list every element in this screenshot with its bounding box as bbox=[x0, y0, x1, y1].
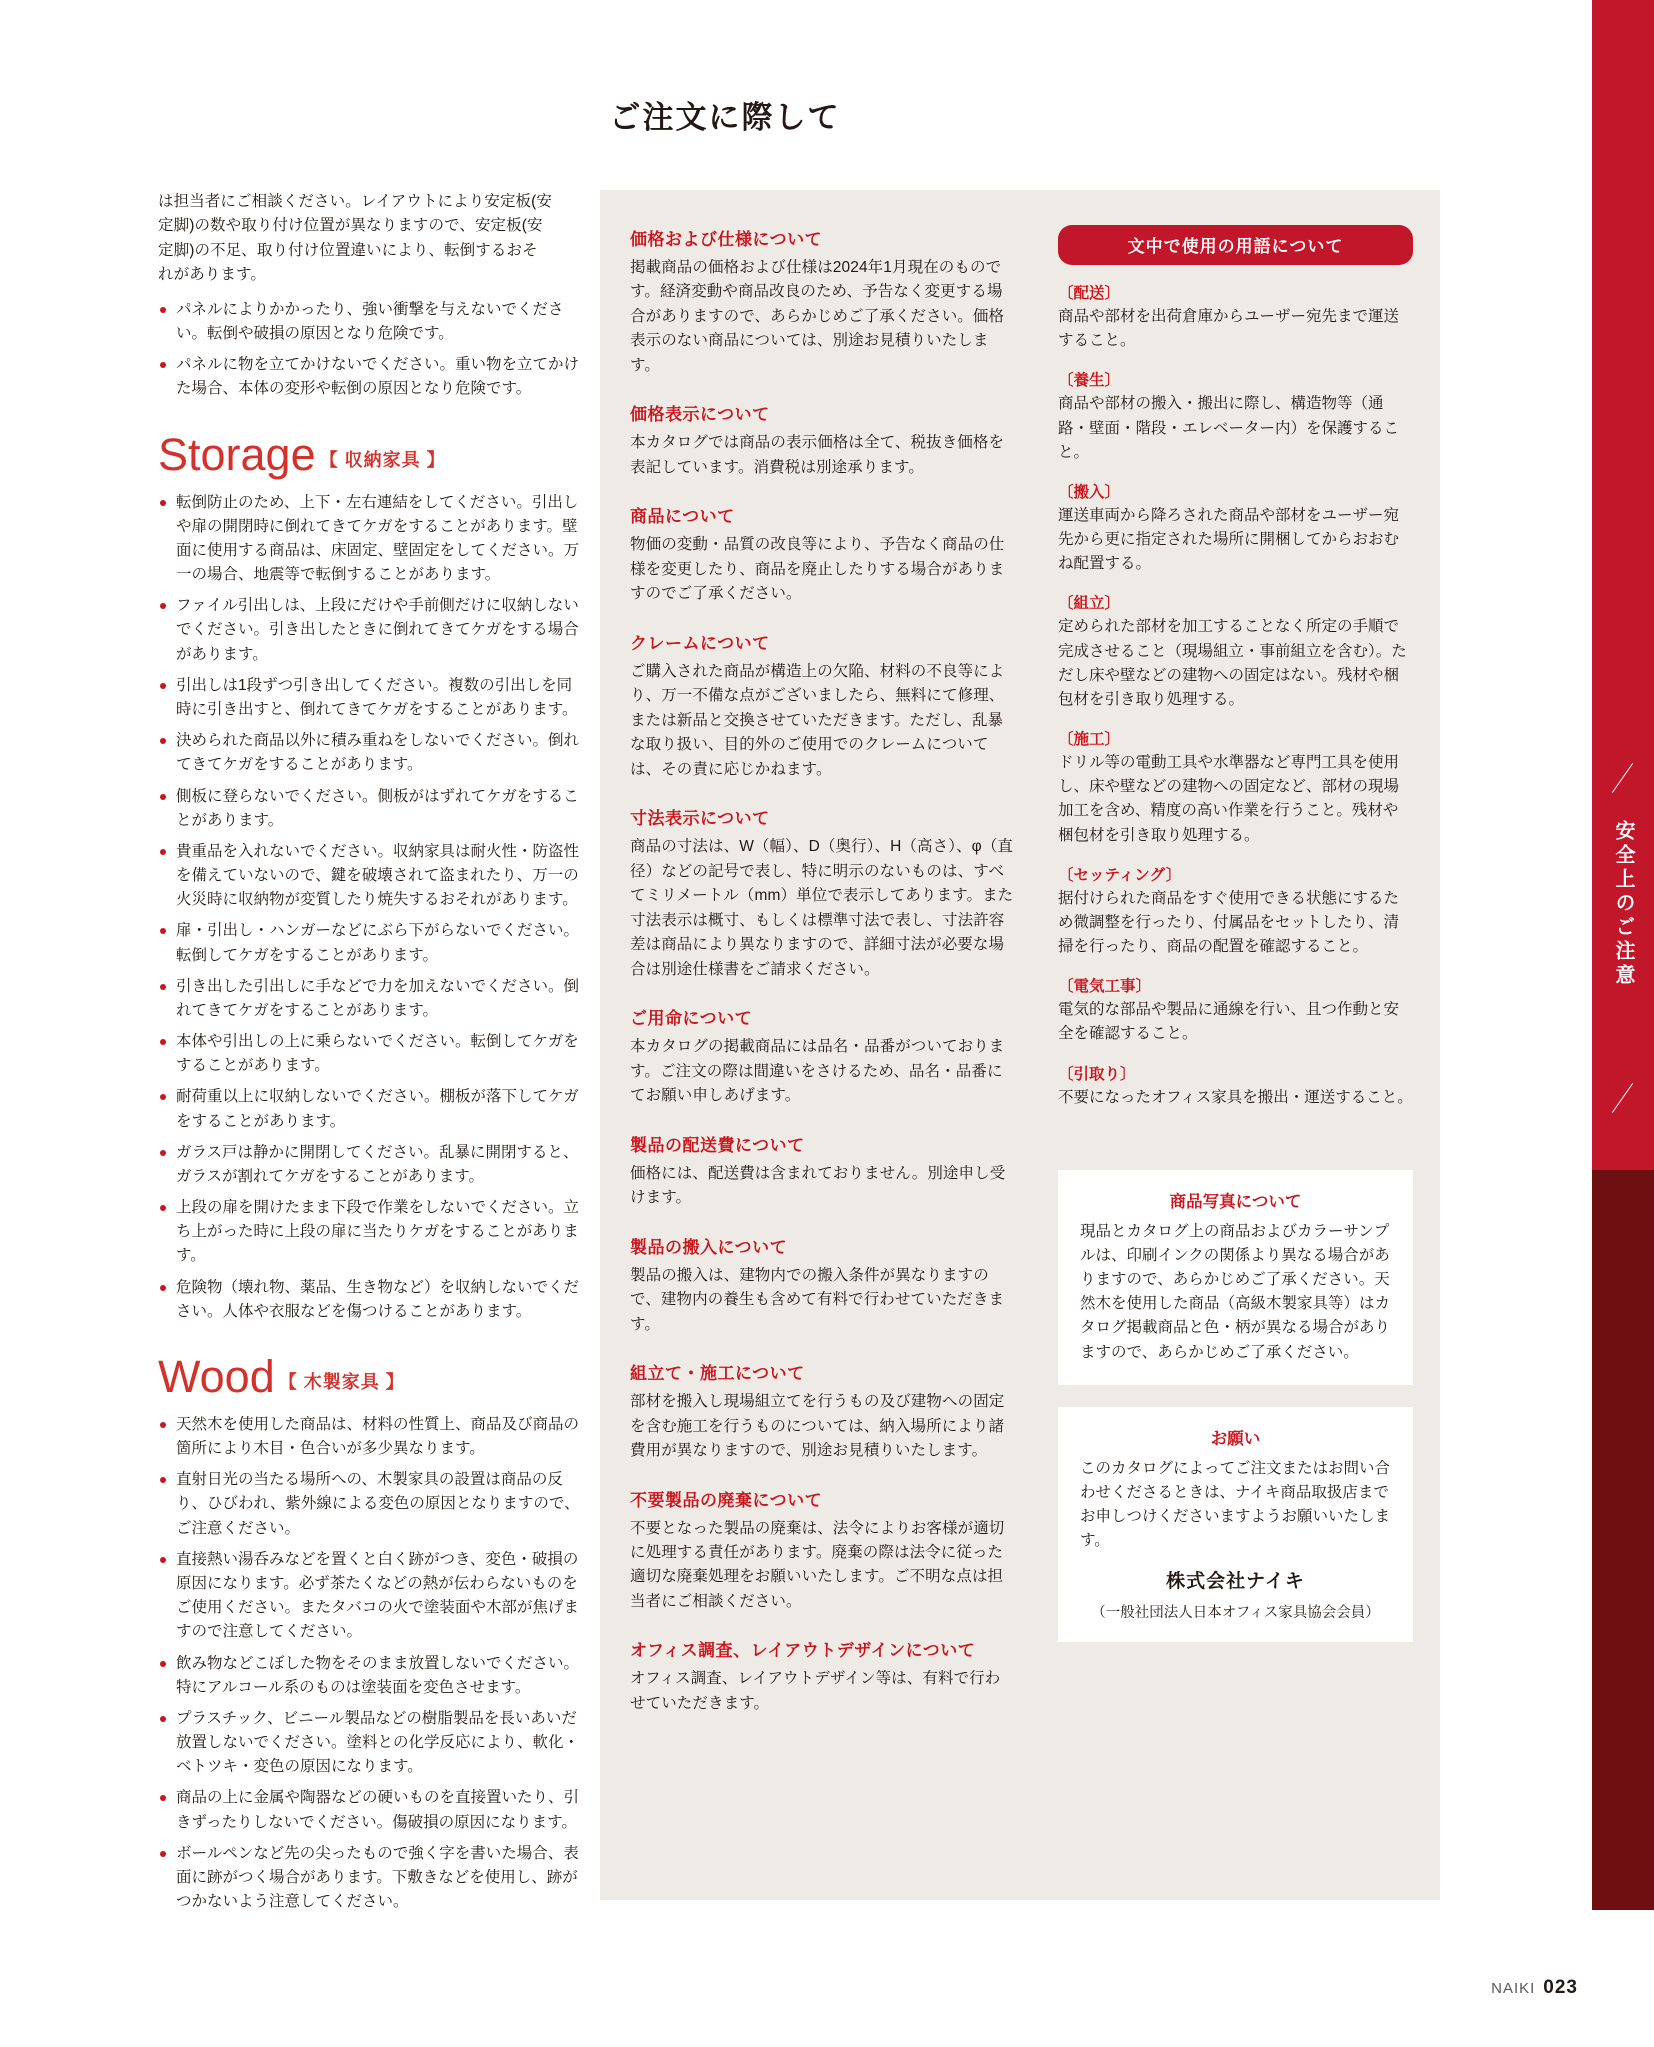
wood-heading bbox=[158, 1350, 583, 1402]
term-name: 〔組立〕 bbox=[1058, 595, 1121, 613]
edge-tab-label: 安全上のご注意 bbox=[1612, 820, 1634, 988]
list-item: 耐荷重以上に収納しないでください。棚板が落下してケガをすることがあります。 bbox=[158, 1085, 583, 1133]
list-item: 危険物（壊れ物、薬品、生き物など）を収納しないでください。人体や衣服などを傷つけることがあります。 bbox=[158, 1276, 583, 1324]
section-heading: オフィス調査、レイアウトデザインについて bbox=[630, 1641, 976, 1661]
list-item: 貴重品を入れないでください。収納家具は耐火性・防盗性を備えていないので、鍵を破壊されて盗まれたり、万一の火災時に収納物が変質したり焼失するおそれがあります。 bbox=[158, 840, 583, 913]
section-heading: 製品の配送費について bbox=[630, 1135, 805, 1155]
list-item: 決められた商品以外に積み重ねをしないでください。倒れてきてケガをすることがあります。 bbox=[158, 729, 583, 777]
box-title: 商品写真について bbox=[1169, 1192, 1302, 1211]
list-item: ファイル引出しは、上段にだけや手前側だけに収納しないでください。引き出したときに倒れてきてケガをする場合があります。 bbox=[158, 594, 583, 667]
section-assembly bbox=[630, 1359, 1015, 1463]
section-price-display bbox=[630, 400, 1015, 480]
right-edge-bar-bottom bbox=[1592, 1170, 1654, 1910]
term-description: 不要になったオフィス家具を搬出・運送すること。 bbox=[1058, 1088, 1413, 1106]
list-item: 飲み物などこぼした物をそのまま放置しないでください。特にアルコール系のものは塗装面を変色させます。 bbox=[158, 1652, 583, 1700]
term-carry-in bbox=[1058, 480, 1413, 577]
section-delivery-fee bbox=[630, 1131, 1015, 1211]
edge-slash-top-icon bbox=[1610, 760, 1636, 794]
page-footer bbox=[1491, 1977, 1578, 1999]
section-disposal bbox=[630, 1486, 1015, 1615]
section-heading: 組立て・施工について bbox=[630, 1364, 805, 1384]
list-item: 扉・引出し・ハンガーなどにぶら下がらないでください。転倒してケガをすることがあります。 bbox=[158, 919, 583, 967]
box-body: 現品とカタログ上の商品およびカラーサンプルは、印刷インクの関係より異なる場合がありますので、あらかじめご了承ください。天然木を使用した商品（高級木製家具等）はカタログ掲載商品と色・柄が異なる場合がありますので、あらかじめご了承ください。 bbox=[1080, 1222, 1391, 1361]
box-title: お願い bbox=[1210, 1429, 1261, 1448]
storage-heading bbox=[158, 428, 583, 480]
box-body: このカタログによってご注文またはお問い合わせくださるときは、ナイキ商品取扱店までお申しつけくださいますようお願いいたします。 bbox=[1080, 1459, 1391, 1550]
term-name: 〔施工〕 bbox=[1058, 731, 1121, 749]
list-item: パネルに物を立てかけないでください。重い物を立てかけた場合、本体の変形や転倒の原因となり危険です。 bbox=[158, 353, 583, 401]
list-item: プラスチック、ビニール製品などの樹脂製品を長いあいだ放置しないでください。塗料との化学反応により、軟化・ベトツキ・変色の原因になります。 bbox=[158, 1707, 583, 1780]
list-item: 引き出した引出しに手などで力を加えないでください。倒れてきてケガをすることがあります。 bbox=[158, 975, 583, 1023]
term-name: 〔電気工事〕 bbox=[1058, 978, 1152, 996]
section-body: 掲載商品の価格および仕様は2024年1月現在のものです。経済変動や商品改良のため、予告なく変更する場合がありますので、あらかじめご了承ください。価格表示のない商品については、別途お見積りいたします。 bbox=[630, 259, 1005, 374]
list-item: 商品の上に金属や陶器などの硬いものを直接置いたり、引きずったりしないでください。傷破損の原因になります。 bbox=[158, 1786, 583, 1834]
storage-heading-en: Storage bbox=[158, 428, 316, 480]
company-name: 株式会社ナイキ bbox=[1166, 1570, 1305, 1592]
product-photo-box bbox=[1058, 1170, 1413, 1385]
section-body: 本カタログの掲載商品には品名・品番がついております。ご注文の際は間違いをさけるため、品名・品番にてお願い申しあげます。 bbox=[630, 1038, 1005, 1105]
section-body: ご購入された商品が構造上の欠陥、材料の不良等により、万一不備な点がございましたら、無料にて修理、または新品と交換させていただきます。ただし、乱暴な取り扱い、目的外のご使用でのクレームについては、その責に応じかねます。 bbox=[630, 662, 1005, 778]
intro-line: 定脚)の数や取り付け位置が異なりますので、安定板(安 bbox=[158, 217, 543, 235]
wood-heading-en: Wood bbox=[158, 1350, 275, 1402]
section-heading: 製品の搬入について bbox=[630, 1237, 788, 1257]
left-column bbox=[158, 190, 583, 1921]
term-protection bbox=[1058, 368, 1413, 465]
term-setting bbox=[1058, 863, 1413, 960]
term-delivery bbox=[1058, 281, 1413, 353]
term-description: ドリル等の電動工具や水準器など専門工具を使用し、床や壁などの建物への固定など、部材の現場加工を含め、精度の高い作業を行うこと。残材や梱包材を引き取り処理する。 bbox=[1058, 754, 1400, 844]
section-heading: 寸法表示について bbox=[630, 809, 770, 829]
section-body: 物価の変動・品質の改良等により、予告なく商品の仕様を変更したり、商品を廃止したりする場合がありますのでご了承ください。 bbox=[630, 536, 1005, 603]
section-heading: 価格表示について bbox=[630, 405, 770, 425]
request-box bbox=[1058, 1407, 1413, 1642]
section-body: 商品の寸法は、W（幅）、D（奥行）、H（高さ）、φ（直径）などの記号で表し、特に明示のないものは、すべてミリメートル（mm）単位で表示してあります。また寸法表示は概寸、もしくは標準寸法で表し、寸法許容差は商品により異なりますので、詳細寸法が必要な場合は別途仕様書をご請求ください。 bbox=[630, 838, 1014, 978]
wood-heading-jp: 【 木製家具 】 bbox=[278, 1371, 405, 1392]
association-note: （一般社団法人日本オフィス家具協会会員） bbox=[1091, 1604, 1380, 1621]
term-description: 商品や部材の搬入・搬出に際し、構造物等（通路・壁面・階段・エレベーター内）を保護すること。 bbox=[1058, 395, 1400, 461]
storage-heading-jp: 【 収納家具 】 bbox=[319, 449, 446, 470]
list-item: 引出しは1段ずつ引き出してください。複数の引出しを同時に引き出すと、倒れてきてケガをすることがあります。 bbox=[158, 674, 583, 722]
term-removal bbox=[1058, 1062, 1413, 1110]
list-item: 側板に登らないでください。側板がはずれてケガをすることがあります。 bbox=[158, 785, 583, 833]
right-edge-bar-top bbox=[1592, 0, 1654, 1170]
section-heading: クレームについて bbox=[630, 633, 770, 653]
list-item: 上段の扉を開けたまま下段で作業をしないでください。立ち上がった時に上段の扉に当たりケガをすることがあります。 bbox=[158, 1196, 583, 1269]
intro-bullet-list bbox=[158, 298, 583, 402]
list-item: 転倒防止のため、上下・左右連結をしてください。引出しや扉の開閉時に倒れてきてケガをすることがあります。壁面に使用する商品は、床固定、壁固定をしてください。万一の場合、地震等で転倒することがあります。 bbox=[158, 491, 583, 588]
storage-bullet-list bbox=[158, 491, 583, 1324]
section-carry-in bbox=[630, 1233, 1015, 1337]
section-body: 価格には、配送費は含まれておりません。別途申し受けます。 bbox=[630, 1164, 1006, 1207]
footer-brand: NAIKI bbox=[1491, 1980, 1536, 1997]
term-name: 〔配送〕 bbox=[1058, 285, 1121, 302]
terminology-banner: 文中で使用の用語について bbox=[1058, 225, 1413, 265]
list-item: パネルによりかかったり、強い衝撃を与えないでください。転倒や破損の原因となり危険です。 bbox=[158, 298, 583, 346]
intro-line: 定脚)の不足、取り付け位置違いにより、転倒するおそ bbox=[158, 241, 538, 259]
middle-column bbox=[630, 225, 1015, 1738]
section-heading: ご用命について bbox=[630, 1009, 753, 1029]
section-ordering bbox=[630, 1004, 1015, 1108]
section-heading: 商品について bbox=[630, 507, 735, 527]
term-name: 〔養生〕 bbox=[1058, 372, 1121, 390]
intro-paragraph bbox=[158, 190, 583, 288]
section-office-survey bbox=[630, 1636, 1015, 1716]
list-item: 天然木を使用した商品は、材料の性質上、商品及び商品の箇所により木目・色合いが多少異なります。 bbox=[158, 1413, 583, 1461]
list-item: ガラス戸は静かに開閉してください。乱暴に開閉すると、ガラスが割れてケガをすることがあります。 bbox=[158, 1141, 583, 1189]
intro-line: れがあります。 bbox=[158, 266, 266, 284]
list-item: 直射日光の当たる場所への、木製家具の設置は商品の反り、ひびわれ、紫外線による変色の原因となりますので、ご注意ください。 bbox=[158, 1468, 583, 1541]
section-body: 部材を搬入し現場組立てを行うもの及び建物への固定を含む施工を行うものについては、納入場所により諸費用が異なりますので、別途お見積りいたします。 bbox=[630, 1393, 1005, 1460]
term-construction bbox=[1058, 727, 1413, 848]
edge-slash-bottom-icon bbox=[1610, 1080, 1636, 1114]
right-column bbox=[1058, 225, 1413, 1642]
section-dimensions bbox=[630, 804, 1015, 982]
term-name: 〔引取り〕 bbox=[1058, 1065, 1136, 1083]
section-body: オフィス調査、レイアウトデザイン等は、有料で行わせていただきます。 bbox=[630, 1670, 1001, 1712]
term-description: 定められた部材を加工することなく所定の手順で完成させること（現場組立・事前組立を含む）。ただし床や壁などの建物への固定はない。残材や梱包材を引き取り処理する。 bbox=[1058, 618, 1407, 708]
section-products bbox=[630, 502, 1015, 606]
wood-bullet-list bbox=[158, 1413, 583, 1914]
intro-line: は担当者にご相談ください。レイアウトにより安定板(安 bbox=[158, 193, 553, 210]
section-heading: 不要製品の廃棄について bbox=[630, 1490, 823, 1510]
term-electrical bbox=[1058, 974, 1413, 1046]
term-description: 据付けられた商品をすぐ使用できる状態にするため微調整を行ったり、付属品をセットしたり、清掃を行ったり、商品の配置を確認すること。 bbox=[1058, 889, 1400, 956]
list-item: 直接熱い湯呑みなどを置くと白く跡がつき、変色・破損の原因になります。必ず茶たくなどの熱が伝わらないものをご使用ください。またタバコの火で塗装面や木部が焦げますので注意してください。 bbox=[158, 1548, 583, 1645]
term-assembly bbox=[1058, 591, 1413, 712]
section-heading: 価格および仕様について bbox=[630, 230, 823, 249]
term-name: 〔搬入〕 bbox=[1058, 483, 1121, 501]
term-description: 電気的な部品や製品に通線を行い、且つ作動と安全を確認すること。 bbox=[1058, 1001, 1400, 1043]
term-description: 運送車両から降ろされた商品や部材をユーザー宛先から更に指定された場所に開梱してからおおむね配置する。 bbox=[1058, 506, 1400, 573]
section-claims bbox=[630, 629, 1015, 782]
section-body: 不要となった製品の廃棄は、法令によりお客様が適切に処理する責任があります。廃棄の際は法令に従った適切な廃棄処理をお願いいたします。ご不明な点は担当者にご相談ください。 bbox=[630, 1519, 1005, 1610]
section-body: 製品の搬入は、建物内での搬入条件が異なりますので、建物内の養生も含めて有料で行わせていただきます。 bbox=[630, 1266, 1005, 1333]
section-body: 本カタログでは商品の表示価格は全て、税抜き価格を表記しています。消費税は別途承ります。 bbox=[630, 434, 1005, 476]
page-title: ご注文に際して bbox=[609, 100, 841, 135]
term-description: 商品や部材を出荷倉庫からユーザー宛先まで運送すること。 bbox=[1058, 308, 1400, 350]
term-name: 〔セッティング〕 bbox=[1058, 866, 1182, 884]
section-price-spec bbox=[630, 225, 1015, 378]
footer-page-number: 023 bbox=[1543, 1977, 1578, 1998]
list-item: 本体や引出しの上に乗らないでください。転倒してケガをすることがあります。 bbox=[158, 1030, 583, 1078]
list-item: ボールペンなど先の尖ったもので強く字を書いた場合、表面に跡がつく場合があります。下敷きなどを使用し、跡がつかないよう注意してください。 bbox=[158, 1842, 583, 1915]
